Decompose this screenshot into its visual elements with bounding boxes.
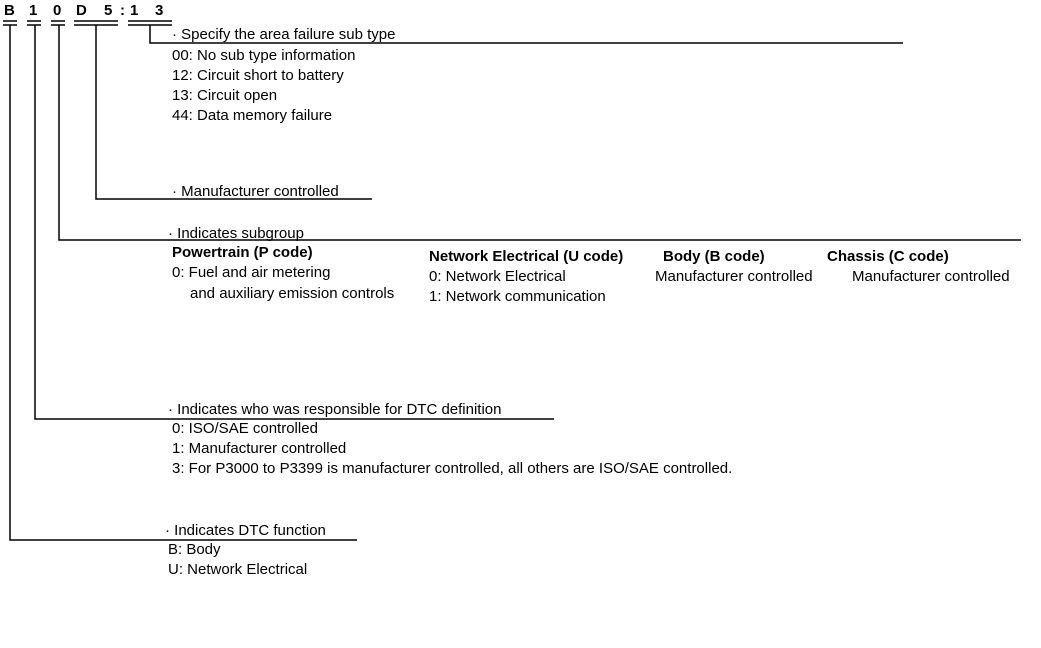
function-item: B: Body <box>168 541 221 558</box>
powertrain-line: 0: Fuel and air metering <box>172 264 331 281</box>
code-separator: : <box>120 2 125 19</box>
subtype-item: 44: Data memory failure <box>172 107 333 124</box>
subgroup-heading: · Indicates subgroup <box>168 225 304 242</box>
chassis-line: Manufacturer controlled <box>852 268 1010 285</box>
powertrain-line: and auxiliary emission controls <box>190 285 395 302</box>
function-item: U: Network Electrical <box>168 561 308 578</box>
code-char-subtype-2: 3 <box>155 2 164 19</box>
body-title: Body (B code) <box>663 248 765 265</box>
responsible-item: 3: For P3000 to P3399 is manufacturer controlled, all others are ISO/SAE controlled. <box>172 460 733 477</box>
code-char-responsible: 1 <box>29 2 38 19</box>
subtype-heading: · Specify the area failure sub type <box>172 26 396 43</box>
code-char-function: B <box>4 2 15 19</box>
subtype-item: 13: Circuit open <box>172 87 278 104</box>
responsible-heading: · Indicates who was responsible for DTC definition <box>168 401 502 418</box>
body-line: Manufacturer controlled <box>655 268 813 285</box>
code-char-manufacturer: D <box>76 2 87 19</box>
manufacturer-heading: · Manufacturer controlled <box>172 183 339 200</box>
network-line: 0: Network Electrical <box>429 268 566 285</box>
code-char-subtype-1: 1 <box>130 2 139 19</box>
responsible-item: 1: Manufacturer controlled <box>172 440 347 457</box>
network-title: Network Electrical (U code) <box>429 248 624 265</box>
chassis-title: Chassis (C code) <box>827 248 949 265</box>
powertrain-title: Powertrain (P code) <box>172 244 313 261</box>
code-char-subgroup: 0 <box>53 2 62 19</box>
code-char-5: 5 <box>104 2 113 19</box>
subtype-item: 00: No sub type information <box>172 47 356 64</box>
responsible-item: 0: ISO/SAE controlled <box>172 420 318 437</box>
subtype-item: 12: Circuit short to battery <box>172 67 344 84</box>
function-heading: · Indicates DTC function <box>165 522 326 539</box>
network-line: 1: Network communication <box>429 288 606 305</box>
